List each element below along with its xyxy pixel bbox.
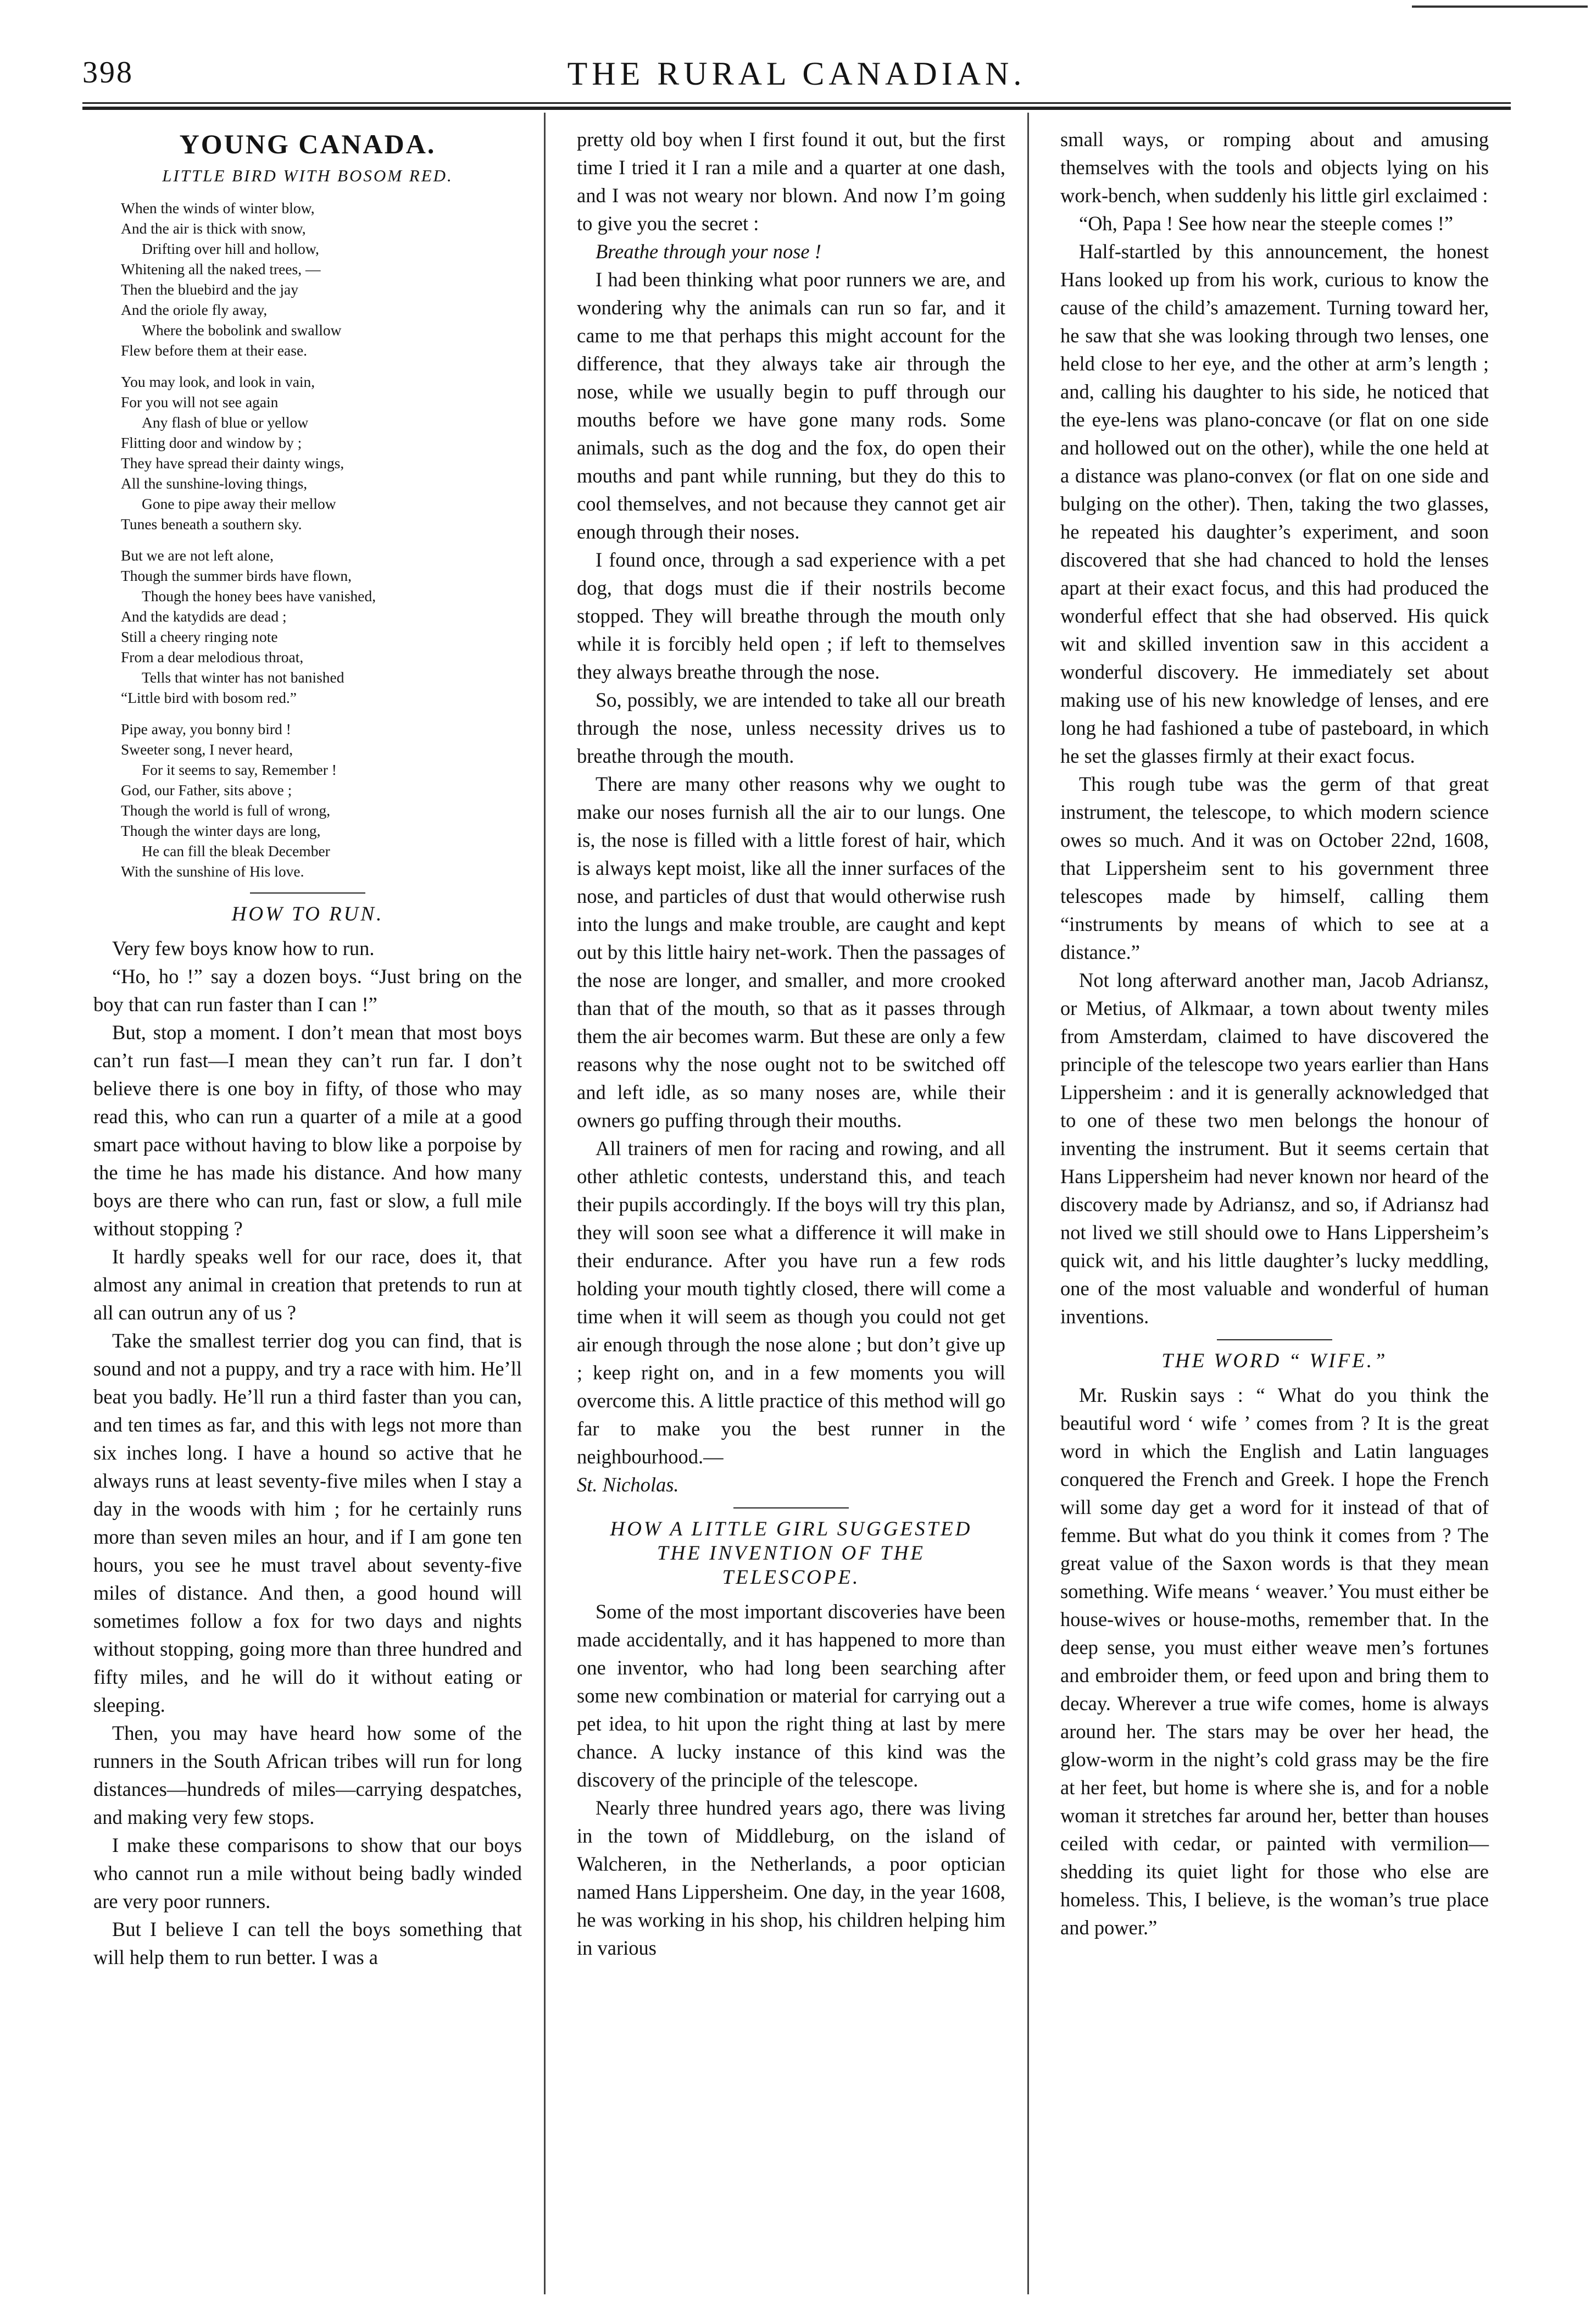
telescope-title-line: HOW A LITTLE GIRL SUGGESTED: [610, 1518, 972, 1540]
column-divider-1: [544, 113, 546, 2294]
poem-line: Flitting door and window by ;: [121, 434, 302, 451]
poem-stanza-4: [93, 719, 522, 881]
paragraph: Mr. Ruskin says : “ What do you think the beautiful word ‘ wife ’ comes from ? It is the great word in which the English and Latin languages conquered the French and Greek. I hope the French will some day get a word for it instead of that of femme. But what do you think it comes from ? The great value of the Saxon words is that they mean something. Wife means ‘ weaver.’ You must either be house-wives or house-moths, remember that. In the deep sense, you must either weave men’s fortunes and embroider them, or feed upon and bring them to decay. Wherever a true wife comes, home is always around her. The stars may be over her head, the glow-worm in the night’s cold grass may be the fire at her feet, but home is where she is, and for a noble woman it stretches far around her, better than houses ceiled with cedar, or painted with vermilion—shedding its quiet light for those who else are homeless. This, I believe, is the woman’s true place and power.”: [1060, 1384, 1489, 1939]
column-divider-2: [1027, 113, 1029, 2294]
column-1: [93, 125, 522, 1971]
poem-line: Gone to pipe away their mellow: [142, 495, 336, 512]
header-rule-thick: [82, 107, 1511, 110]
page-header: [82, 55, 1511, 99]
section-rule: [733, 1507, 849, 1508]
secret-line: Breathe through your nose !: [596, 240, 821, 263]
paragraph: Half-startled by this announcement, the honest Hans looked up from his work, curious to know the cause of the child’s amazement. Turning toward her, he saw that she was looking through two lenses, one held close to her eye, and the other at arm’s length ; and, calling his daughter to his side, he noticed that the eye-lens was plano-concave (or flat on one side and hollowed out on the other), while the one held at a distance was plano-convex (or flat on one side and bulging on the other). Then, taking the two glasses, he repeated his daughter’s experiment, and soon discovered that she had chanced to hold the lenses apart at their exact focus, and this had produced the wonderful effect that she had observed. His quick wit and skilled invention saw in this accident a wonderful discovery. He immediately set about making use of his new knowledge of lenses, and ere long he had fashioned a tube of pasteboard, in which he set the glasses firmly at their exact focus.: [1060, 240, 1489, 767]
paragraph: Not long afterward another man, Jacob Adriansz, or Metius, of Alkmaar, a town about twenty miles from Amsterdam, claimed to have discovered the principle of the telescope two years earlier than Hans Lippersheim : and it is generally acknowledged that to one of these two men belongs the honour of inventing the instrument. But it seems certain that Hans Lippersheim had never known nor heard of the discovery made by Adriansz, and so, if Adriansz had not lived we still should owe to Hans Lippersheim’s quick wit, and his little daughter’s lucky meddling, one of the most valuable and wonderful of human inventions.: [1060, 969, 1489, 1328]
column-3: [1060, 125, 1489, 1942]
poem-line: When the winds of winter blow,: [121, 199, 315, 217]
poem-line: With the sunshine of His love.: [121, 863, 304, 880]
poem-line: You may look, and look in vain,: [121, 373, 315, 390]
poem-line: For you will not see again: [121, 393, 279, 411]
poem-line: Though the honey bees have vanished,: [142, 587, 376, 604]
paragraph: Then, you may have heard how some of the runners in the South African tribes will run for long distances—hundreds of miles—carrying despatches, and making very few stops.: [93, 1722, 522, 1828]
paragraph: But I believe I can tell the boys something that will help them to run better. I was a: [93, 1918, 522, 1968]
poem: [93, 198, 522, 881]
poem-line: Though the summer birds have flown,: [121, 567, 352, 584]
paragraph: It hardly speaks well for our race, does it, that almost any animal in creation that pretends to run at all can outrun any of us ?: [93, 1245, 522, 1324]
poem-line: Tells that winter has not banished: [142, 669, 344, 686]
page-number: 398: [82, 56, 133, 90]
poem-stanza-3: [93, 545, 522, 708]
telescope-title: [577, 1517, 1005, 1590]
poem-line: God, our Father, sits above ;: [121, 781, 292, 798]
paragraph: This rough tube was the germ of that great instrument, the telescope, to which modern science owes so much. And it was on October 22nd, 1608, that Lippersheim sent to his government three telescopes made by himself, calling them “instruments by means of which to see at a distance.”: [1060, 773, 1489, 963]
poem-line: But we are not left alone,: [121, 547, 274, 564]
column-2: [577, 125, 1005, 1962]
paragraph: Very few boys know how to run.: [112, 937, 375, 959]
poem-stanza-1: [93, 198, 522, 360]
poem-stanza-2: [93, 371, 522, 534]
poem-line: All the sunshine-loving things,: [121, 475, 308, 492]
telescope-title-line: THE INVENTION OF THE: [657, 1542, 926, 1565]
poem-line: Tunes beneath a southern sky.: [121, 515, 302, 533]
how-to-run-title: HOW TO RUN.: [231, 903, 384, 925]
poem-line: Drifting over hill and hollow,: [142, 240, 319, 257]
poem-line: For it seems to say, Remember !: [142, 761, 337, 778]
paragraph: “Oh, Papa ! See how near the steeple comes !”: [1079, 212, 1454, 235]
section-rule: [1217, 1339, 1332, 1340]
poem-line: They have spread their dainty wings,: [121, 454, 344, 472]
poem-line: Though the world is full of wrong,: [121, 802, 331, 819]
poem-line: Any flash of blue or yellow: [142, 414, 309, 431]
poem-line: Pipe away, you bonny bird !: [121, 720, 291, 737]
attribution: St. Nicholas.: [577, 1473, 679, 1496]
paragraph: Take the smallest terrier dog you can find, that is sound and not a puppy, and try a race with him. He’ll beat you badly. He’ll run a third faster than you can, and ten times as far, and this with legs not more than six inches long. I have a hound so active that he always runs at least seventy-five miles when I stay a day in the woods with him ; for he certainly runs more than seven miles an hour, and if I am gone ten hours, you see he must travel about seventy-five miles of distance. And then, a good hound will sometimes follow a fox for two days and nights without stopping, going more than three hundred and fifty miles, and he will do it without eating or sleeping.: [93, 1329, 522, 1716]
paragraph-continued: pretty old boy when I first found it out, but the first time I tried it I ran a mile and a quarter at one dash, and I was not weary nor blown. And now I’m going to give you the secret :: [577, 128, 1005, 235]
paragraph: So, possibly, we are intended to take all our breath through the nose, unless necessity drives us to breathe through the mouth.: [577, 689, 1005, 767]
poem-line: Flew before them at their ease.: [121, 342, 308, 359]
poem-line: Still a cheery ringing note: [121, 628, 278, 645]
poem-line: “Little bird with bosom red.”: [121, 689, 297, 706]
section-rule: [250, 892, 365, 894]
header-rule: [82, 102, 1511, 104]
paragraph-continued: small ways, or romping about and amusing themselves with the tools and objects lying on his work-bench, when suddenly his little girl exclaimed :: [1060, 128, 1489, 207]
poem-title: LITTLE BIRD WITH BOSOM RED.: [162, 166, 453, 185]
paragraph: Nearly three hundred years ago, there was living in the town of Middleburg, on the island of Walcheren, in the Netherlands, a poor optician named Hans Lippersheim. One day, in the year 1608, he was working in his shop, his children helping him in various: [577, 1796, 1005, 1959]
poem-line: Though the winter days are long,: [121, 822, 321, 839]
paragraph: “Ho, ho !” say a dozen boys. “Just bring on the boy that can run faster than I can !”: [93, 965, 522, 1016]
paragraph: I had been thinking what poor runners we are, and wondering why the animals can run so far, and it came to me that perhaps this might account for the difference, that they always take air through the nose, while we usually begin to puff through our mouths before we have gone many rods. Some animals, such as the dog and the fox, do open their mouths and pant while running, but they do this to cool themselves, and not because they cannot get air enough through their noses.: [577, 268, 1005, 543]
wife-title: THE WORD “ WIFE.”: [1161, 1350, 1388, 1372]
young-canada-heading: YOUNG CANADA.: [179, 129, 436, 159]
top-edge-rule: [1412, 5, 1588, 8]
paragraph: All trainers of men for racing and rowing, and all other athletic contests, understand this, and teach their pupils accordingly. If the boys will try this plan, they will soon see what a difference it will make in their endurance. After you have run a few rods holding your mouth tightly closed, there will come a time when it will seem as though you could not get air enough through the nose alone ; but don’t give up ; keep right on, and in a few moments you will overcome this. A little practice of this method will go far to make you the best runner in the neighbourhood.—: [577, 1137, 1005, 1468]
poem-line: And the katydids are dead ;: [121, 608, 287, 625]
running-title: THE RURAL CANADIAN.: [567, 56, 1026, 92]
poem-line: Where the bobolink and swallow: [142, 321, 342, 339]
poem-line: And the air is thick with snow,: [121, 220, 306, 237]
paragraph: There are many other reasons why we ought to make our noses furnish all the air to our lungs. One is, the nose is filled with a little forest of hair, which is always kept moist, like all the inner surfaces of the nose, and particles of dust that would otherwise rush into the lungs and make trouble, are caught and kept out by this little hairy net-work. Then the passages of the nose are longer, and smaller, and more crooked than that of the mouth, so that as it passes through them the air becomes warm. But these are only a few reasons why the nose ought not to be switched off and left idle, as so many noses are, while their owners go puffing through their mouths.: [577, 773, 1005, 1132]
paragraph: I make these comparisons to show that our boys who cannot run a mile without being badly winded are very poor runners.: [93, 1834, 522, 1912]
poem-line: From a dear melodious throat,: [121, 648, 304, 665]
paragraph: I found once, through a sad experience with a pet dog, that dogs must die if their nostrils become stopped. They will breathe through the mouth only while it is forcibly held open ; if left to themselves they always breathe through the nose.: [577, 548, 1005, 683]
poem-line: And the oriole fly away,: [121, 301, 268, 318]
poem-line: Sweeter song, I never heard,: [121, 741, 293, 758]
poem-line: Then the bluebird and the jay: [121, 281, 299, 298]
paragraph: But, stop a moment. I don’t mean that most boys can’t run fast—I mean they can’t run far. I don’t believe there is one boy in fifty, of those who may read this, who can run a quarter of a mile at a good smart pace without having to blow like a porpoise by the time he has made his distance. And how many boys are there who can run, fast or slow, a full mile without stopping ?: [93, 1021, 522, 1240]
poem-line: Whitening all the naked trees, —: [121, 260, 321, 278]
telescope-title-line: TELESCOPE.: [722, 1566, 860, 1589]
poem-line: He can fill the bleak December: [142, 842, 330, 859]
paragraph: Some of the most important discoveries have been made accidentally, and it has happened to more than one inventor, who had long been searching after some new combination or material for carrying out a pet idea, to hit upon the right thing at last by mere chance. A lucky instance of this kind was the discovery of the principle of the telescope.: [577, 1600, 1005, 1791]
